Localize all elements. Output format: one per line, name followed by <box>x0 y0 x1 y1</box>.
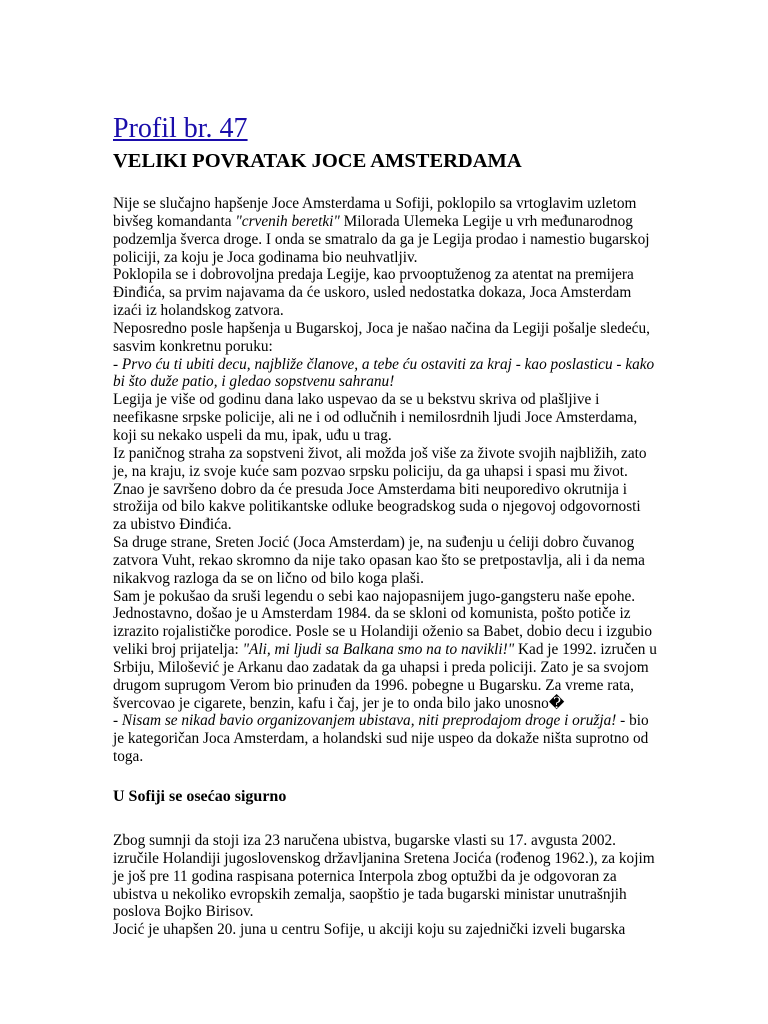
section-heading: U Sofiji se osećao sigurno <box>113 788 287 805</box>
quote-text: - Prvo ću ti ubiti decu, najbliže članove, a tebe ću ostaviti za kraj - kao poslasticu - kako bi što duže patio, i gledao sopstvenu sahranu! <box>113 355 655 391</box>
paragraph <box>113 588 658 713</box>
paragraph <box>113 712 658 766</box>
paragraph: Neposredno posle hapšenja u Bugarskoj, Joca je našao načina da Legiji pošalje sledeću, sasvim konkretnu poruku: <box>113 319 650 355</box>
profile-link[interactable]: Profil br. 47 <box>113 113 248 144</box>
paragraph-text: - bio je kategoričan Joca Amsterdam, a holandski sud nije uspeo da dokaže ništa suprotno od toga. <box>113 712 649 766</box>
article-content <box>113 111 658 939</box>
article-headline: VELIKI POVRATAK JOCE AMSTERDAMA <box>113 150 522 172</box>
quote-text: "crvenih beretki" <box>235 212 340 230</box>
paragraph: Jocić je uhapšen 20. juna u centru Sofije, u akciji koju su zajednički izveli bugarska <box>113 921 626 939</box>
paragraph: Legija je više od godinu dana lako uspevao da se u bekstvu skriva od plašljive i neefikasne srpske policije, ali ne i od odlučnih i nemilosrdnih ljudi Joce Amsterdama, koji su nekako uspeli da mu, ipak, uđu u trag. <box>113 391 638 444</box>
paragraph-text: Kad je 1992. izručen u Srbiju, Milošević je Arkanu dao zadatak da ga uhapsi i preda policiji. Zato je sa svojom drugom suprugom Verom bio prinuđen da 1996. pobegne u Bugarsku. Za vreme rata, švercovao je cigarete, benzin, kafu i čaj, jer je to onda bilo jako unosno� <box>113 641 657 712</box>
paragraph: Iz paničnog straha za sopstveni život, ali možda još više za živote svojih najbližih, zato je, na kraju, iz svoje kuće sam pozvao srpsku policiju, da ga uhapsi i spasi mu život. Znao je savršeno dobro da će presuda Joce Amsterdama biti neuporedivo okrutnija i strožija od bilo kakve politikantske odluke beogradskog suda o njegovoj odgovornosti za ubistvo Đinđića. <box>113 444 647 534</box>
paragraph-text: Nije se slučajno hapšenje Joce Amsterdama u Sofiji, poklopilo sa vrtoglavim uzletom bivšeg komandanta <box>113 195 637 230</box>
quote-paragraph <box>113 356 658 392</box>
section-body <box>113 832 658 939</box>
paragraph-text: Milorada Ulemeka Legije u vrh međunarodnog podzemlja šverca droge. I onda se smatralo da ga je Legija prodao i namestio bugarskoj policiji, za koju je Joca godinama bio neuhvatljiv. <box>113 212 650 266</box>
paragraph <box>113 195 658 266</box>
paragraph: Zbog sumnji da stoji iza 23 naručena ubistva, bugarske vlasti su 17. avgusta 2002. izručile Holandiji jugoslovenskog državljanina Sretena Jocića (rođenog 1962.), za kojim je još pre 11 godina raspisana poternica Interpola zbog optužbi da je odgovoran za ubistva u nekoliko evropskih zemalja, saopštio je tada bugarski ministar unutrašnjih poslova Bojko Birisov. <box>113 832 655 921</box>
paragraph: Poklopila se i dobrovoljna predaja Legije, kao prvooptuženog za atentat na premijera Đinđića, sa prvim najavama da će uskoro, usled nedostatka dokaza, Joca Amsterdam izaći iz holandskog zatvora. <box>113 266 634 320</box>
article-body <box>113 195 658 766</box>
quote-text: - Nisam se nikad bavio organizovanjem ubistava, niti preprodajom droge i oružja! <box>113 712 617 730</box>
paragraph: Sa druge strane, Sreten Jocić (Joca Amsterdam) je, na suđenju u ćeliji dobro čuvanog zatvora Vuht, rekao skromno da nije tako opasan kao što se pretpostavlja, ali i da nema nikakvog razloga da se on lično od bilo koga plaši. <box>113 534 645 587</box>
paragraph-text: Sam je pokušao da sruši legendu o sebi kao najopasnijem jugo-gangsteru naše epohe. Jednostavno, došao je u Amsterdam 1984. da se skloni od komunista, pošto potiče iz izrazito rojalističke porodice. Posle se u Holandiji oženio sa Babet, dobio decu i izgubio veliki broj prijatelja: <box>113 587 653 659</box>
quote-text: "Ali, mi ljudi sa Balkana smo na to navikli!" <box>242 641 515 659</box>
